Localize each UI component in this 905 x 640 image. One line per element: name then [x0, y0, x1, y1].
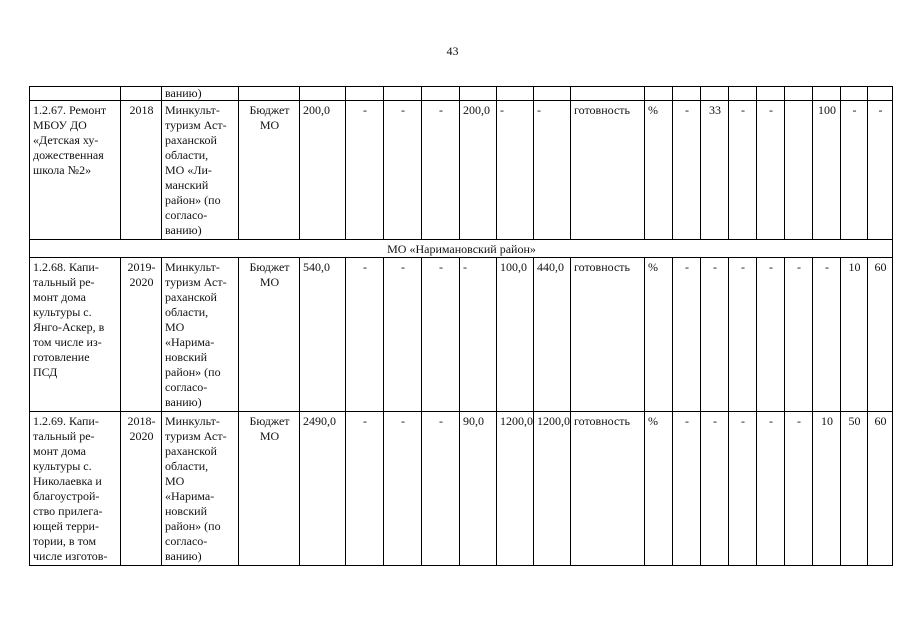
event-name-cell: 1.2.68. Капи- тальный ре- монт дома культуры с. Янго-Аскер, в том числе из- готовление ПСД: [30, 258, 121, 412]
indicator-cell: готовность: [571, 412, 645, 566]
indicator-cell: готовность: [571, 258, 645, 412]
indicator-value-cell: -: [701, 412, 729, 566]
funding-source-cell: Бюджет МО: [239, 101, 300, 240]
indicator-value-cell: -: [729, 412, 757, 566]
indicator-value-cell: 60: [868, 258, 893, 412]
amount-year-cell: -: [346, 258, 384, 412]
indicator-value-cell: -: [757, 101, 785, 240]
continuation-text: ванию): [162, 87, 239, 101]
indicator-value-cell: 60: [868, 412, 893, 566]
amount-year-cell: -: [384, 101, 422, 240]
indicator-value-cell: -: [729, 101, 757, 240]
indicator-value-cell: -: [813, 258, 841, 412]
indicator-value-cell: 10: [813, 412, 841, 566]
funding-source-cell: Бюджет МО: [239, 412, 300, 566]
amount-year-cell: -: [384, 412, 422, 566]
period-cell: 2018- 2020: [121, 412, 162, 566]
table-row: [30, 412, 893, 566]
indicator-value-cell: -: [673, 101, 701, 240]
indicator-value-cell: -: [673, 412, 701, 566]
amount-year-cell: -: [422, 258, 460, 412]
unit-cell: %: [645, 101, 673, 240]
event-name-cell: 1.2.67. Ремонт МБОУ ДО «Детская ху- дожественная школа №2»: [30, 101, 121, 240]
indicator-value-cell: 10: [841, 258, 868, 412]
amount-year-cell: -: [346, 101, 384, 240]
amount-year-cell: -: [422, 412, 460, 566]
funding-source-cell: Бюджет МО: [239, 258, 300, 412]
unit-cell: %: [645, 412, 673, 566]
executor-cell: Минкульт- туризм Аст- раханской области, МО «Ли- манский район» (по согласо- ванию): [162, 101, 239, 240]
indicator-value-cell: -: [757, 258, 785, 412]
period-cell: 2019- 2020: [121, 258, 162, 412]
amount-year-cell: -: [534, 101, 571, 240]
total-amount-cell: 200,0: [300, 101, 346, 240]
event-name-cell: 1.2.69. Капи- тальный ре- монт дома культуры с. Николаевка и благоустрой- ство прилега- ющей терри- тории, в том числе изготов-: [30, 412, 121, 566]
indicator-value-cell: 50: [841, 412, 868, 566]
amount-year-cell: -: [346, 412, 384, 566]
indicator-value-cell: -: [729, 258, 757, 412]
continuation-row: [30, 87, 893, 101]
total-amount-cell: 540,0: [300, 258, 346, 412]
amount-year-cell: 90,0: [460, 412, 497, 566]
section-row: [30, 240, 893, 258]
indicator-value-cell: -: [868, 101, 893, 240]
amount-year-cell: 1200,0: [497, 412, 534, 566]
total-amount-cell: 2490,0: [300, 412, 346, 566]
program-table: [29, 86, 893, 566]
amount-year-cell: -: [384, 258, 422, 412]
amount-year-cell: 1200,0: [534, 412, 571, 566]
indicator-value-cell: -: [757, 412, 785, 566]
amount-year-cell: -: [422, 101, 460, 240]
indicator-value-cell: -: [841, 101, 868, 240]
indicator-value-cell: -: [785, 258, 813, 412]
executor-cell: Минкульт- туризм Аст- раханской области, МО «Нарима- новский район» (по согласо- ванию): [162, 412, 239, 566]
amount-year-cell: 100,0: [497, 258, 534, 412]
period-cell: 2018: [121, 101, 162, 240]
indicator-value-cell: 100: [813, 101, 841, 240]
indicator-cell: готовность: [571, 101, 645, 240]
indicator-value-cell: 33: [701, 101, 729, 240]
indicator-value-cell: -: [701, 258, 729, 412]
table-row: [30, 258, 893, 412]
unit-cell: %: [645, 258, 673, 412]
amount-year-cell: -: [460, 258, 497, 412]
table-row: [30, 101, 893, 240]
section-header: МО «Наримановский район»: [30, 240, 893, 258]
page-number: 43: [446, 44, 459, 58]
indicator-value-cell: -: [785, 412, 813, 566]
indicator-value-cell: [785, 101, 813, 240]
indicator-value-cell: -: [673, 258, 701, 412]
table-body: [30, 87, 893, 566]
amount-year-cell: 440,0: [534, 258, 571, 412]
amount-year-cell: -: [497, 101, 534, 240]
executor-cell: Минкульт- туризм Аст- раханской области, МО «Нарима- новский район» (по согласо- ванию): [162, 258, 239, 412]
amount-year-cell: 200,0: [460, 101, 497, 240]
